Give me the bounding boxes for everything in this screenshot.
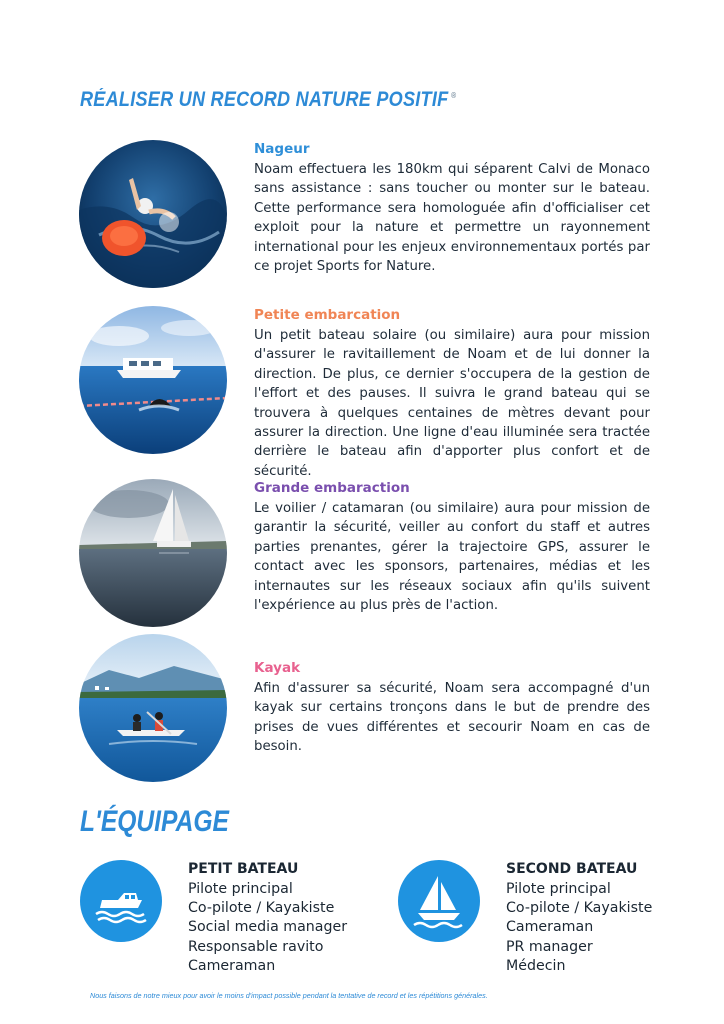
section-body: Le voilier / catamaran (ou similaire) aura pour mission de garantir la sécurité, veiller au confort du staff et autres parties prenantes, gérer la trajectoire GPS, assurer le contact avec les sponsors, partenaires, médias et les internautes sur les réseaux sociaux afin qu'ils suivent l'expérience au plus près de l'action. [254,501,650,614]
section-grande-text [254,479,650,615]
section-heading: Petite embarcation [254,307,401,323]
crew-title: L'ÉQUIPAGE [80,805,229,838]
crew-member: Co-pilote / Kayakiste [506,900,653,917]
kayak-photo [79,634,227,782]
crew-member: Co-pilote / Kayakiste [188,900,335,917]
section-heading: Kayak [254,660,301,676]
section-kayak-text [254,659,650,757]
motorboat-icon [80,860,162,942]
section-body: Un petit bateau solaire (ou similaire) aura pour mission d'assurer le ravitaillement de Noam et de lui donner la direction. De plus, ce dernier s'occupera de la gestion de l'effort et des pauses. Il suivra le grand bateau qui se trouvera à quelques centaines de mètres devant pour assurer la direction. Une ligne d'eau illuminée sera tractée derrière le bateau afin d'apporter plus confort et de sécurité. [254,328,650,479]
crew-member: Social media manager [188,919,348,936]
crew-heading: PETIT BATEAU [188,861,299,877]
crew-member-list [188,880,408,976]
crew-member: Cameraman [506,919,594,936]
footer-note: Nous faisons de notre mieux pour avoir le moins d'impact possible pendant la tentative de record et les répétitions générales. [90,991,488,1000]
crew-member: PR manager [506,938,593,955]
crew-heading: SECOND BATEAU [506,861,638,877]
section-petite-text [254,306,650,481]
crew-petit-text [188,860,408,976]
crew-second-text [506,860,724,976]
page-title [80,88,456,112]
section-body: Afin d'assurer sa sécurité, Noam sera accompagné d'un kayak sur certains tronçons dans le but de prendre des prises de vues différentes et secourir Noam en cas de besoin. [254,681,650,755]
section-heading: Nageur [254,141,310,157]
swimmer-photo [79,140,227,288]
crew-member-list [506,880,724,976]
small-boat-photo [79,306,227,454]
crew-member: Pilote principal [188,881,293,897]
section-body: Noam effectuera les 180km qui séparent Calvi de Monaco sans assistance : sans toucher ou monter sur le bateau. Cette performance sera homologuée afin d'officialiser cet exploit pour la nature et permettre un rayonnement international pour les enjeux environnementaux portés par ce projet Sports for Nature. [254,162,650,275]
registered-mark: ® [450,91,457,100]
crew-member: Pilote principal [506,881,611,897]
crew-member: Médecin [506,957,566,974]
crew-member: Responsable ravito [188,938,324,955]
sailboat-icon [398,860,480,942]
section-nageur-text [254,140,650,276]
section-heading: Grande embaraction [254,480,410,496]
page-title-text: RÉALISER UN RECORD NATURE POSITIF [80,88,449,111]
sailboat-photo [79,479,227,627]
crew-member: Cameraman [188,957,276,974]
